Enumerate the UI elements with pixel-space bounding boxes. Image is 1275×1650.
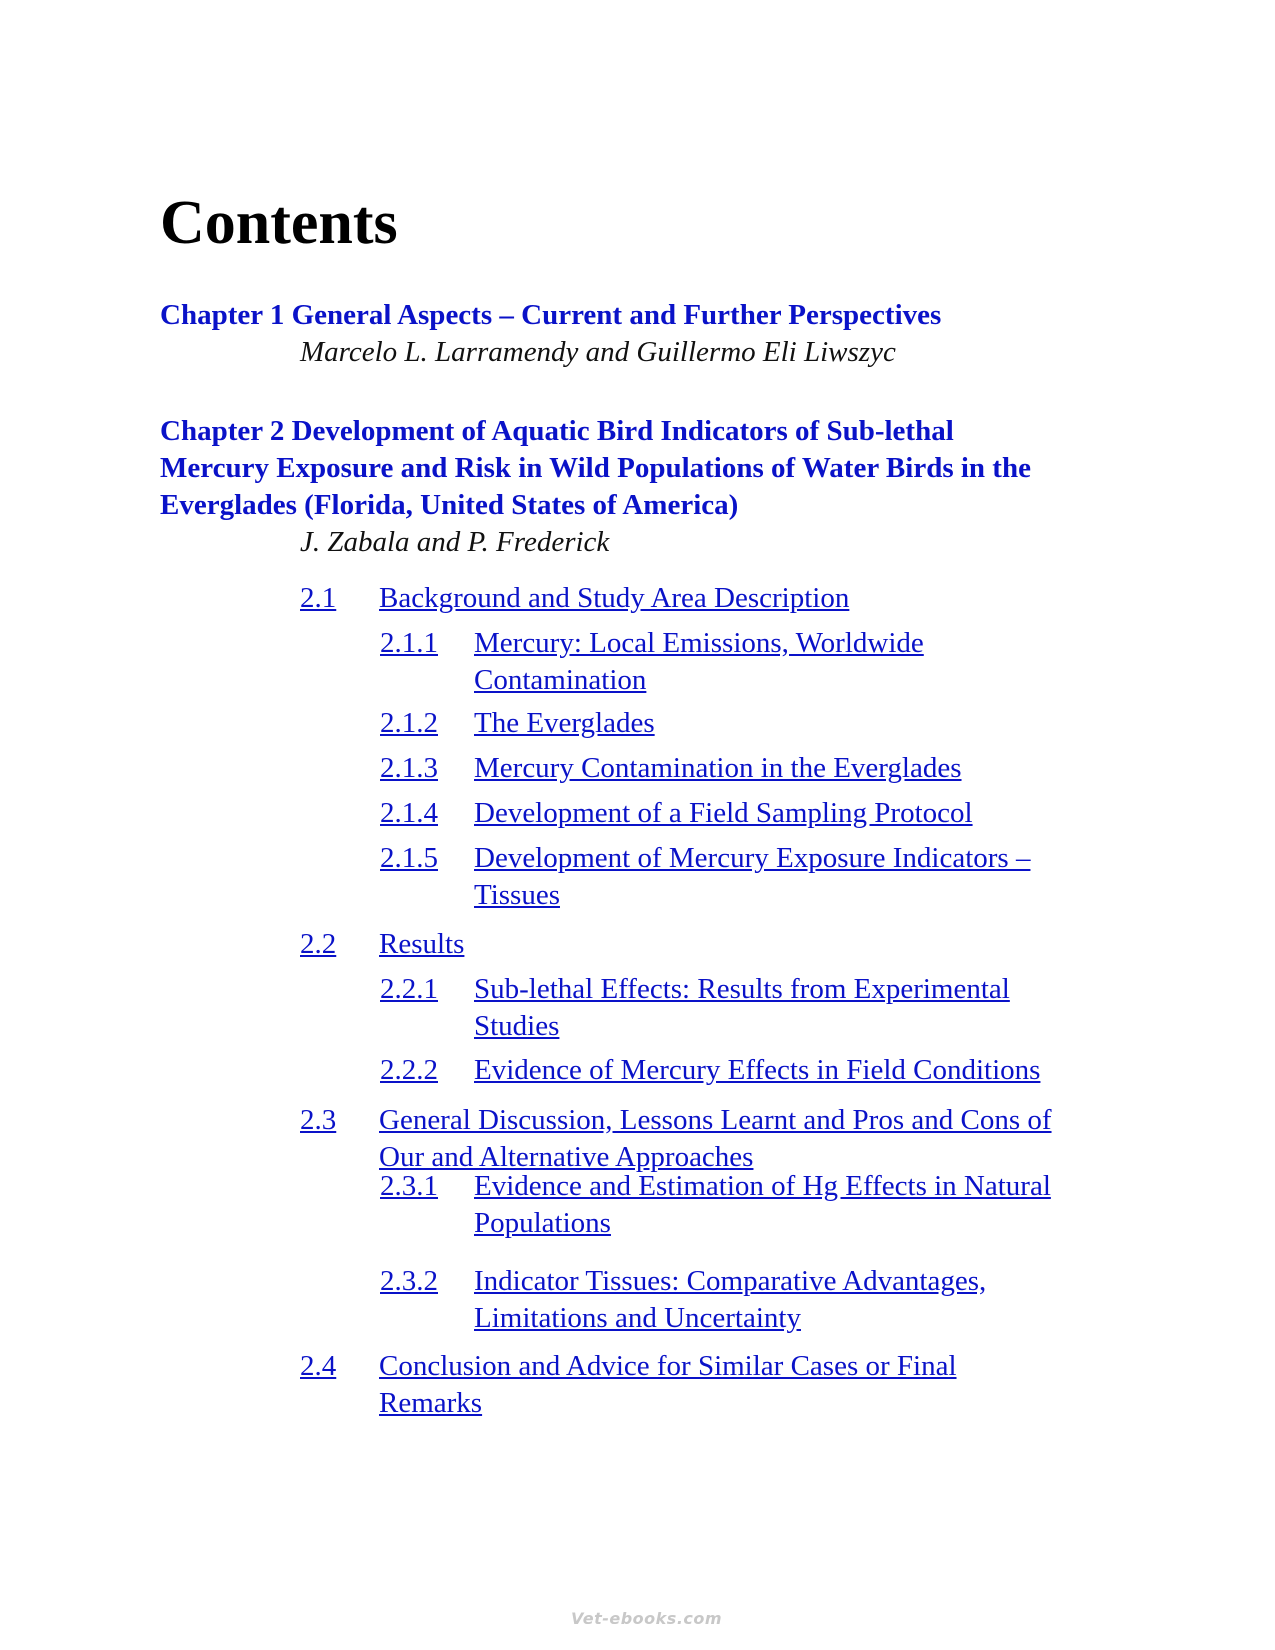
- section-number: 2.1: [300, 582, 337, 614]
- section-label-line: Sub-lethal Effects: Results from Experimental: [474, 973, 1010, 1005]
- section-label-line: Tissues: [474, 879, 560, 911]
- page-title: Contents: [160, 189, 398, 257]
- toc-subsection-2-2-1[interactable]: [380, 971, 1140, 1045]
- toc-section-2-1[interactable]: [300, 580, 1120, 617]
- section-number: 2.1.4: [380, 797, 438, 829]
- chapter-2-title-line: Everglades (Florida, United States of America): [160, 489, 739, 521]
- section-label: [474, 971, 1104, 1045]
- toc-section-2-4[interactable]: [300, 1348, 1120, 1422]
- section-label: [474, 1168, 1104, 1242]
- section-label-line: Populations: [474, 1207, 611, 1239]
- section-label-line: Limitations and Uncertainty: [474, 1302, 801, 1334]
- section-label-line: General Discussion, Lessons Learnt and Pros and Cons of: [379, 1104, 1052, 1136]
- section-label-line: Contamination: [474, 664, 647, 696]
- section-number: 2.4: [300, 1350, 337, 1382]
- toc-subsection-2-3-2[interactable]: [380, 1263, 1140, 1337]
- section-number: 2.1.1: [380, 627, 438, 659]
- toc-section-2-2[interactable]: [300, 926, 1120, 963]
- section-number: 2.1.3: [380, 752, 438, 784]
- section-number: 2.2: [300, 928, 337, 960]
- section-label: [474, 625, 1104, 699]
- chapter-2: [160, 413, 1120, 561]
- section-label-line: Conclusion and Advice for Similar Cases or Final: [379, 1350, 957, 1382]
- toc-subsection-2-1-2[interactable]: [380, 705, 1140, 742]
- section-label: [474, 1263, 1104, 1337]
- section-number: 2.3: [300, 1104, 337, 1136]
- section-label-line: Our and Alternative Approaches: [379, 1141, 754, 1173]
- toc-subsection-2-2-2[interactable]: [380, 1052, 1140, 1089]
- section-label: Results: [379, 928, 465, 960]
- chapter-2-link[interactable]: [160, 413, 1120, 524]
- chapter-1-authors: Marcelo L. Larramendy and Guillermo Eli Liwszyc: [300, 336, 896, 368]
- section-number: 2.3.2: [380, 1265, 438, 1297]
- section-label: Mercury Contamination in the Everglades: [474, 752, 962, 784]
- section-label-line: Indicator Tissues: Comparative Advantages,: [474, 1265, 987, 1297]
- toc-subsection-2-1-1[interactable]: [380, 625, 1140, 699]
- section-number: 2.2.2: [380, 1054, 438, 1086]
- chapter-2-title-line: Chapter 2 Development of Aquatic Bird Indicators of Sub-lethal: [160, 415, 954, 447]
- chapter-2-title-line: Mercury Exposure and Risk in Wild Populations of Water Birds in the: [160, 452, 1031, 484]
- section-label: Background and Study Area Description: [379, 582, 850, 614]
- section-label: [474, 840, 1104, 914]
- section-label-line: Studies: [474, 1010, 560, 1042]
- section-label-line: Mercury: Local Emissions, Worldwide: [474, 627, 924, 659]
- section-label: The Everglades: [474, 707, 655, 739]
- section-label: [379, 1348, 1109, 1422]
- chapter-1-link[interactable]: Chapter 1 General Aspects – Current and Further Perspectives: [160, 299, 942, 331]
- section-label: Evidence of Mercury Effects in Field Conditions: [474, 1054, 1041, 1086]
- toc-subsection-2-3-1[interactable]: [380, 1168, 1140, 1242]
- section-label-line: Remarks: [379, 1387, 483, 1419]
- toc-subsection-2-1-4[interactable]: [380, 795, 1140, 832]
- chapter-1: [160, 297, 1120, 371]
- section-number: 2.2.1: [380, 973, 438, 1005]
- toc-subsection-2-1-5[interactable]: [380, 840, 1140, 914]
- section-number: 2.1.5: [380, 842, 438, 874]
- section-label-line: Evidence and Estimation of Hg Effects in Natural: [474, 1170, 1051, 1202]
- toc-section-2-3[interactable]: [300, 1102, 1120, 1176]
- chapter-2-authors: J. Zabala and P. Frederick: [300, 526, 610, 558]
- watermark-logo: Vet-ebooks.com: [571, 1609, 723, 1628]
- section-number: 2.3.1: [380, 1170, 438, 1202]
- section-label: [379, 1102, 1109, 1176]
- toc-subsection-2-1-3[interactable]: [380, 750, 1140, 787]
- section-label-line: Development of Mercury Exposure Indicators –: [474, 842, 1031, 874]
- section-label: Development of a Field Sampling Protocol: [474, 797, 973, 829]
- section-number: 2.1.2: [380, 707, 438, 739]
